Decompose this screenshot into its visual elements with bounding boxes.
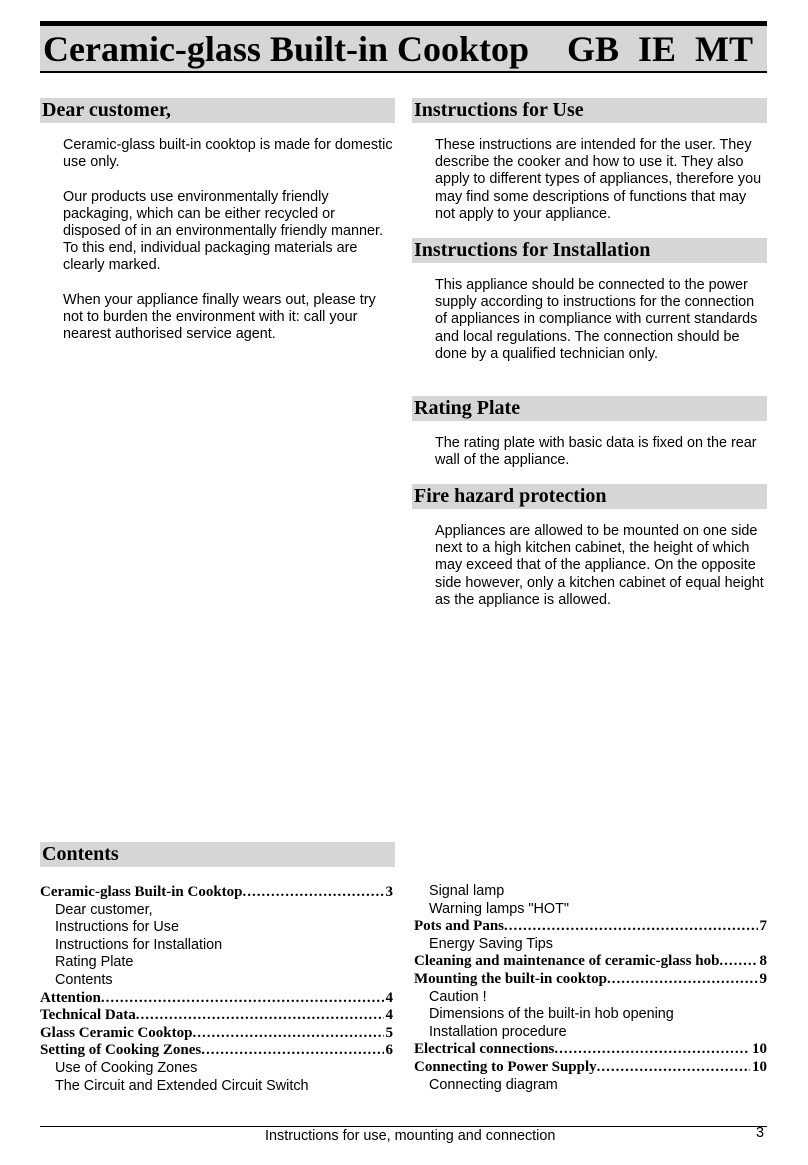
toc-entry[interactable] <box>414 953 767 971</box>
toc-entry[interactable] <box>40 1007 393 1025</box>
toc-entry[interactable] <box>414 1059 767 1077</box>
toc-leader-dots <box>607 971 758 989</box>
toc-entry-label: Rating Plate <box>55 954 134 971</box>
toc-entry-page: 3 <box>385 884 393 900</box>
toc-entry-label: Dimensions of the built-in hob opening <box>429 1006 674 1023</box>
toc-leader-dots <box>554 1041 750 1059</box>
page-title: Ceramic-glass Built-in Cooktop <box>43 29 529 69</box>
toc-entry-label: Connecting to Power Supply <box>414 1058 597 1075</box>
toc-leader-dots <box>597 1059 750 1077</box>
toc-entry-page: 10 <box>752 1041 767 1058</box>
toc-entry-label: Instructions for Installation <box>55 936 223 953</box>
page-number: 3 <box>756 1125 765 1141</box>
toc-entry-label: Use of Cooking Zones <box>55 1059 198 1076</box>
toc-subentry[interactable] <box>40 919 393 937</box>
toc-subentry[interactable] <box>414 1006 767 1024</box>
dear-p3: When your appliance finally wears out, please try not to burden the environment with it: call your nearest authorised service agent. <box>63 291 376 343</box>
toc-entry-page: 9 <box>759 970 767 987</box>
toc-entry-label: Electrical connections <box>414 1041 555 1058</box>
toc-subentry[interactable] <box>40 954 393 972</box>
toc-leader-dots <box>504 918 757 936</box>
toc-subentry[interactable] <box>414 901 767 919</box>
toc-entry-label: Connecting diagram <box>429 1076 558 1093</box>
toc-leader-dots <box>193 1025 384 1043</box>
toc-leader-dots <box>719 953 757 971</box>
toc-subentry[interactable] <box>414 989 767 1007</box>
toc-entry-page: 8 <box>759 953 767 970</box>
toc-entry-page: 4 <box>385 989 393 1006</box>
toc-subentry[interactable] <box>414 883 767 901</box>
toc-leader-dots <box>136 1007 384 1025</box>
toc-entry-label: Caution ! <box>429 988 487 1005</box>
toc-entry[interactable] <box>40 1025 393 1043</box>
toc-entry-label: Setting of Cooking Zones <box>40 1042 202 1059</box>
dear-p1: Ceramic-glass built-in cooktop is made for domestic use only. <box>63 137 393 171</box>
instructions-use-text: These instructions are intended for the user. They describe the cooker and how to use it. They also apply to different types of appliances, therefore you may find some descriptions of functions that may not apply to your appliance. <box>435 137 762 222</box>
toc-entry-page: 6 <box>385 1042 393 1059</box>
footer-text: Instructions for use, mounting and connection <box>265 1128 556 1144</box>
dear-p2a: Our products use environmentally friendly packaging, which can be either recycled or disposed of in an environmentally friendly manner. <box>63 188 383 239</box>
toc-entry-page: 10 <box>752 1058 767 1075</box>
toc-subentry[interactable] <box>40 972 393 990</box>
toc-entry-label: Signal lamp <box>429 883 505 899</box>
toc-entry[interactable] <box>414 1041 767 1059</box>
heading-dear-customer: Dear customer, <box>40 98 395 123</box>
toc-subentry[interactable] <box>414 936 767 954</box>
country-codes: GB IE MT <box>566 29 753 69</box>
heading-instructions-use: Instructions for Use <box>412 98 767 123</box>
dear-customer-text <box>63 137 395 343</box>
toc-right-column <box>414 883 767 1094</box>
toc-entry[interactable] <box>40 990 393 1008</box>
toc-entry[interactable] <box>414 918 767 936</box>
toc-subentry[interactable] <box>40 1060 393 1078</box>
toc-entry-label: The Circuit and Extended Circuit Switch <box>55 1077 309 1094</box>
instructions-installation-text: This appliance should be connected to the power supply according to instructions for the connection of appliances in compliance with current standards and local regulations. The connection should be done by a qualified technician only. <box>435 277 758 362</box>
toc-entry-label: Energy Saving Tips <box>429 935 553 952</box>
dear-p2b: To this end, individual packaging materials are clearly marked. <box>63 240 358 274</box>
rating-plate-text: The rating plate with basic data is fixed on the rear wall of the appliance. <box>435 435 757 469</box>
toc-subentry[interactable] <box>414 1024 767 1042</box>
toc-entry-label: Installation procedure <box>429 1023 567 1040</box>
toc-subentry[interactable] <box>40 902 393 920</box>
toc-entry[interactable] <box>414 971 767 989</box>
toc-entry-label: Dear customer, <box>55 901 153 918</box>
toc-subentry[interactable] <box>40 937 393 955</box>
toc-entry-page: 5 <box>385 1024 393 1041</box>
heading-contents: Contents <box>40 842 395 867</box>
toc-subentry[interactable] <box>40 1078 393 1096</box>
toc-entry-label: Ceramic-glass Built-in Cooktop <box>40 884 243 900</box>
toc-entry-page: 7 <box>759 918 767 935</box>
footer-rule <box>40 1126 767 1127</box>
toc-entry-label: Attention <box>40 989 101 1006</box>
heading-instructions-installation: Instructions for Installation <box>412 238 767 263</box>
toc-entry-label: Cleaning and maintenance of ceramic-glass hob <box>414 953 720 970</box>
toc-entry-label: Pots and Pans <box>414 918 505 935</box>
heading-rating-plate: Rating Plate <box>412 396 767 421</box>
toc-entry[interactable] <box>40 1042 393 1060</box>
toc-entry-label: Warning lamps "HOT" <box>429 900 570 917</box>
toc-entry[interactable] <box>40 884 393 902</box>
toc-subentry[interactable] <box>414 1077 767 1095</box>
toc-entry-label: Glass Ceramic Cooktop <box>40 1024 193 1041</box>
toc-entry-label: Contents <box>55 971 113 988</box>
title-bar <box>40 26 767 73</box>
toc-entry-page: 4 <box>385 1007 393 1024</box>
toc-leader-dots <box>201 1042 383 1060</box>
heading-fire-hazard: Fire hazard protection <box>412 484 767 509</box>
toc-entry-label: Instructions for Use <box>55 919 179 936</box>
toc-entry-label: Mounting the built-in cooktop <box>414 970 607 987</box>
toc-entry-label: Technical Data <box>40 1007 136 1024</box>
toc-leader-dots <box>101 990 384 1008</box>
toc-left-column <box>40 884 393 1095</box>
toc-leader-dots <box>243 884 384 902</box>
fire-hazard-text: Appliances are allowed to be mounted on one side next to a high kitchen cabinet, the height of which may exceed that of the appliance. On the opposite side however, only a kitchen cabinet of equal height as the appliance is allowed. <box>435 523 764 608</box>
